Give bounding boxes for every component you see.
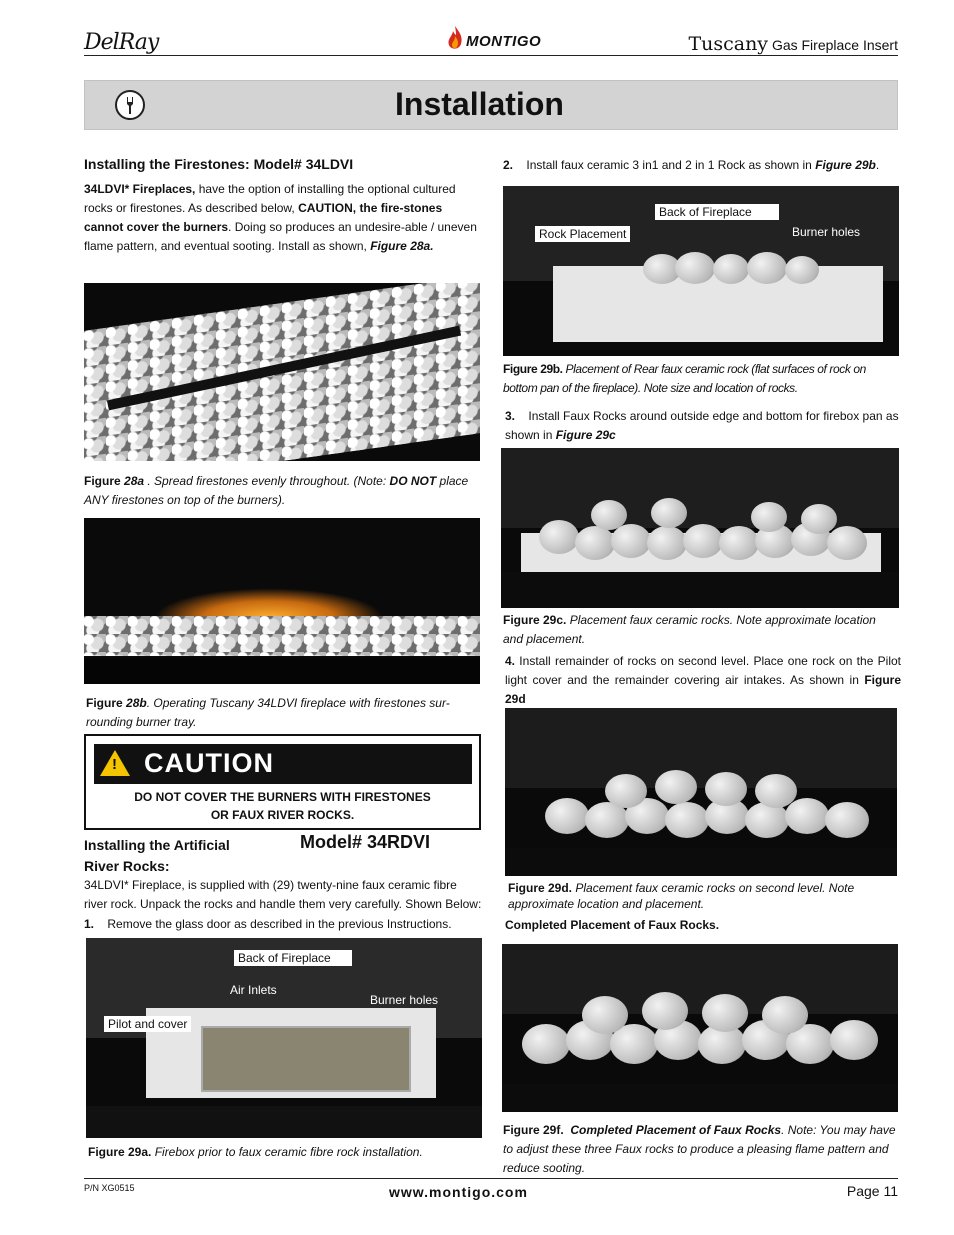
completed-heading: Completed Placement of Faux Rocks. — [505, 918, 720, 932]
river-rocks-heading: Installing the Artificial River Rocks: — [84, 837, 230, 874]
figure-28a-caption: Figure 28a . Spread firestones evenly throughout. (Note: DO NOT place ANY firestones on top of the burners). — [84, 474, 469, 507]
step-1: 1. Remove the glass door as described in the previous Instructions. — [84, 917, 452, 931]
warning-icon: ! — [100, 750, 130, 776]
title-bar — [84, 80, 898, 130]
figure-29d-caption: Figure 29d. Placement faux ceramic rocks on second level. Note approximate location and placement. — [508, 881, 855, 911]
river-rocks-text: 34LDVI* Fireplace, is supplied with (29) twenty-nine faux ceramic fibre river rock. Unpack the rocks and handle them very carefully. Shown Below: — [84, 878, 482, 911]
model-label: Model# 34RDVI — [300, 832, 431, 852]
figure-29c-caption: Figure 29c. Placement faux ceramic rocks. Note approximate location and placement. — [503, 613, 876, 646]
figure-29f-photo — [502, 944, 898, 1112]
figure-29f-caption: Figure 29f. Completed Placement of Faux Rocks. Note: You may have to adjust these three Faux rocks to produce a pleasing flame pattern and reduce sooting. — [503, 1123, 896, 1175]
wrench-icon — [115, 90, 145, 120]
figure-29a-photo: Back of Fireplace Air Inlets Burner holes Pilot and cover — [86, 938, 482, 1138]
montigo-logo: MONTIGO — [444, 24, 544, 52]
page-number: Page 11 — [846, 1183, 898, 1199]
figure-29d-photo — [505, 708, 897, 876]
part-number: P/N XG0515 — [84, 1183, 135, 1193]
figure-28b-caption: Figure 28b. Operating Tuscany 34LDVI fireplace with firestones sur-rounding burner tray. — [86, 696, 450, 729]
figure-29b-photo: Back of Fireplace Rock Placement Burner holes — [503, 186, 899, 356]
figure-28a-photo — [84, 283, 480, 461]
caution-header: ! CAUTION — [94, 744, 472, 784]
header-divider — [84, 55, 898, 56]
figure-28b-photo — [84, 518, 480, 684]
figure-29c-photo — [501, 448, 899, 608]
flame-icon — [444, 24, 466, 52]
step-4: 4. Install remainder of rocks on second level. Place one rock on the Pilot light cover and the remainder covering air intakes. As shown in Figure 29d — [505, 654, 901, 706]
footer-divider — [84, 1178, 898, 1179]
firestones-heading: Installing the Firestones: Model# 34LDVI — [84, 156, 354, 172]
caution-message: DO NOT COVER THE BURNERS WITH FIRESTONES OR FAUX RIVER ROCKS. — [134, 790, 431, 822]
figure-29b-caption: Figure 29b. Placement of Rear faux ceramic rock (flat surfaces of rock on bottom pan of the fireplace). Note size and location of rocks. — [503, 362, 866, 395]
firestones-intro: 34LDVI* Fireplaces, have the option of installing the optional cultured rocks or firestones. As described below, CAUTION, the fire-stones cannot cover the burners. Doing so produces an undesire-able / uneven flame pattern, and eventual sooting. Install as shown, Figure 28a. — [84, 182, 477, 253]
product-title: Tuscany Gas Fireplace Insert — [688, 33, 898, 55]
page-title: Installation — [395, 86, 564, 122]
step-3: 3. Install Faux Rocks around outside edge and bottom for firebox pan as shown in Figure 29c — [505, 409, 899, 442]
step-2: 2. Install faux ceramic 3 in1 and 2 in 1 Rock as shown in Figure 29b. — [503, 158, 880, 172]
delray-logo: DelRay — [84, 30, 159, 55]
figure-29a-caption: Figure 29a. Firebox prior to faux ceramic fibre rock installation. — [88, 1145, 423, 1159]
caution-box — [84, 734, 481, 830]
website-link[interactable]: www.montigo.com — [389, 1184, 528, 1200]
